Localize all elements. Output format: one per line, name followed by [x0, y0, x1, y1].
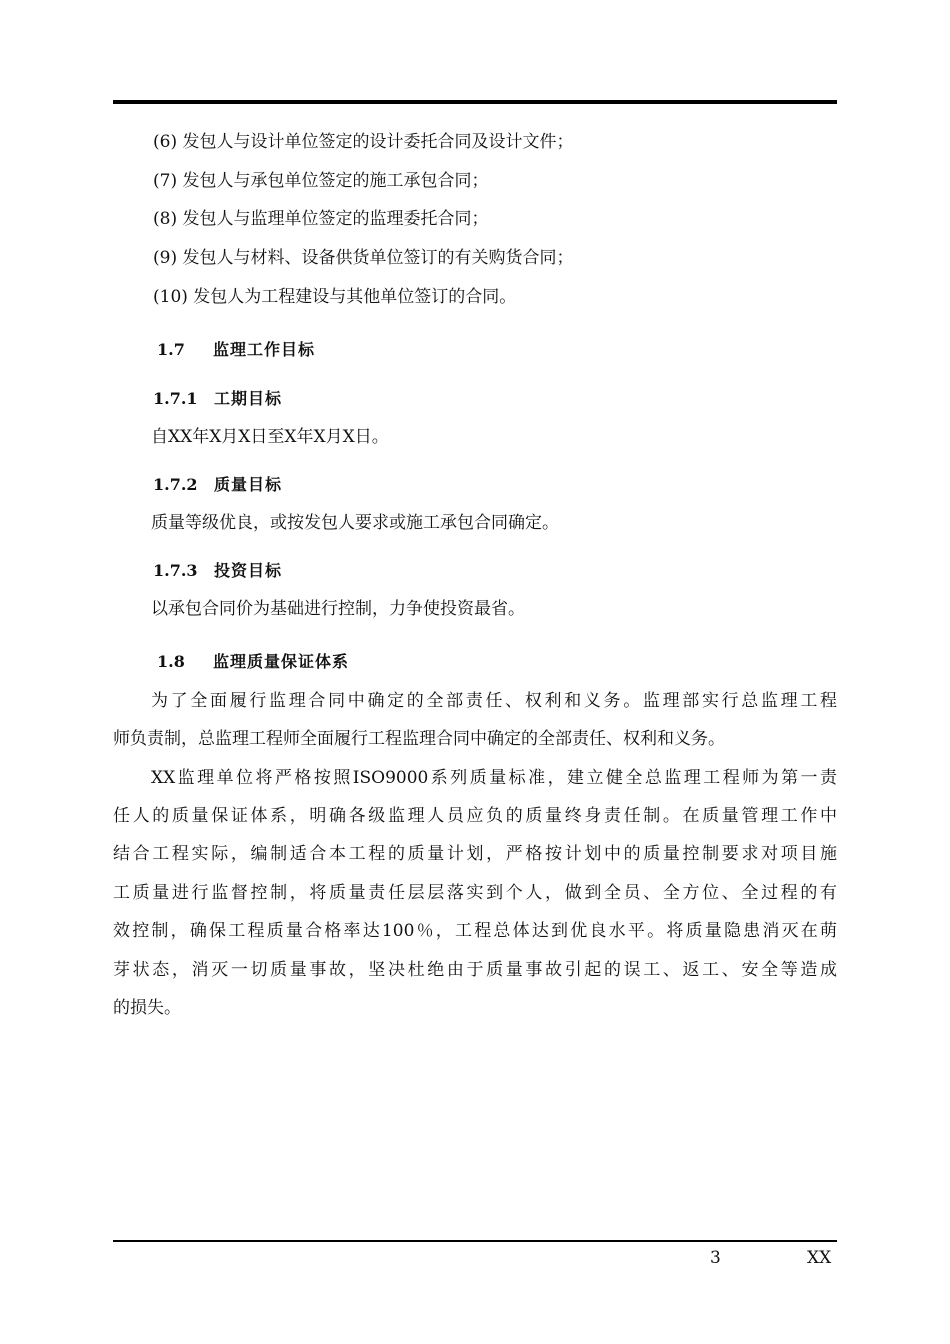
subsection-title: 质量目标 [214, 475, 283, 494]
list-item: (9) 发包人与材料、设备供货单位签订的有关购货合同； [153, 248, 574, 268]
list-item: (8) 发包人与监理单位签定的监理委托合同； [153, 209, 489, 229]
paragraph-line: 结合工程实际，编制适合本工程的质量计划，严格按计划中的质量控制要求对项目施 [113, 844, 837, 864]
section-number: 1.7 [157, 340, 185, 359]
paragraph-line: XX监理单位将严格按照ISO9000系列质量标准，建立健全总监理工程师为第一责 [151, 768, 837, 788]
paragraph-line: 工质量进行监督控制，将质量责任层层落实到个人，做到全员、全方位、全过程的有 [113, 883, 837, 903]
investment-target-text: 以承包合同价为基础进行控制，力争使投资最省。 [151, 599, 525, 619]
subsection-title: 工期目标 [214, 389, 283, 408]
paragraph-line: 任人的质量保证体系，明确各级监理人员应负的质量终身责任制。在质量管理工作中 [113, 806, 837, 826]
footer-rule [113, 1240, 837, 1242]
paragraph-line: 师负责制，总监理工程师全面履行工程监理合同中确定的全部责任、权利和义务。 [113, 729, 725, 749]
subsection-number: 1.7.1 [153, 389, 198, 408]
quality-target-text: 质量等级优良，或按发包人要求或施工承包合同确定。 [151, 513, 559, 533]
subsection-title: 投资目标 [214, 561, 283, 580]
subsection-number: 1.7.3 [153, 561, 198, 580]
schedule-target-text: 自XX年X月X日至X年X月X日。 [151, 427, 389, 447]
paragraph-line: 效控制，确保工程质量合格率达100％，工程总体达到优良水平。将质量隐患消灭在萌 [113, 921, 837, 941]
paragraph-line: 芽状态，消灭一切质量事故，坚决杜绝由于质量事故引起的误工、返工、安全等造成 [113, 960, 837, 980]
subsection-heading-1-7-1 [153, 389, 453, 411]
section-title: 监理工作目标 [213, 340, 316, 359]
paragraph-line: 的损失。 [113, 998, 181, 1018]
footer-mark: XX [807, 1248, 832, 1268]
page-number: 3 [710, 1248, 721, 1268]
section-heading-1-8 [157, 652, 457, 674]
subsection-number: 1.7.2 [153, 475, 198, 494]
list-item: (10) 发包人为工程建设与其他单位签订的合同。 [153, 287, 517, 307]
list-item: (6) 发包人与设计单位签定的设计委托合同及设计文件； [153, 132, 574, 152]
header-rule [113, 100, 837, 104]
section-heading-1-7 [157, 340, 457, 362]
list-item: (7) 发包人与承包单位签定的施工承包合同； [153, 171, 489, 191]
subsection-heading-1-7-3 [153, 561, 453, 583]
paragraph-line: 为了全面履行监理合同中确定的全部责任、权利和义务。监理部实行总监理工程 [151, 691, 837, 711]
section-number: 1.8 [157, 652, 185, 671]
subsection-heading-1-7-2 [153, 475, 453, 497]
section-title: 监理质量保证体系 [213, 652, 350, 671]
